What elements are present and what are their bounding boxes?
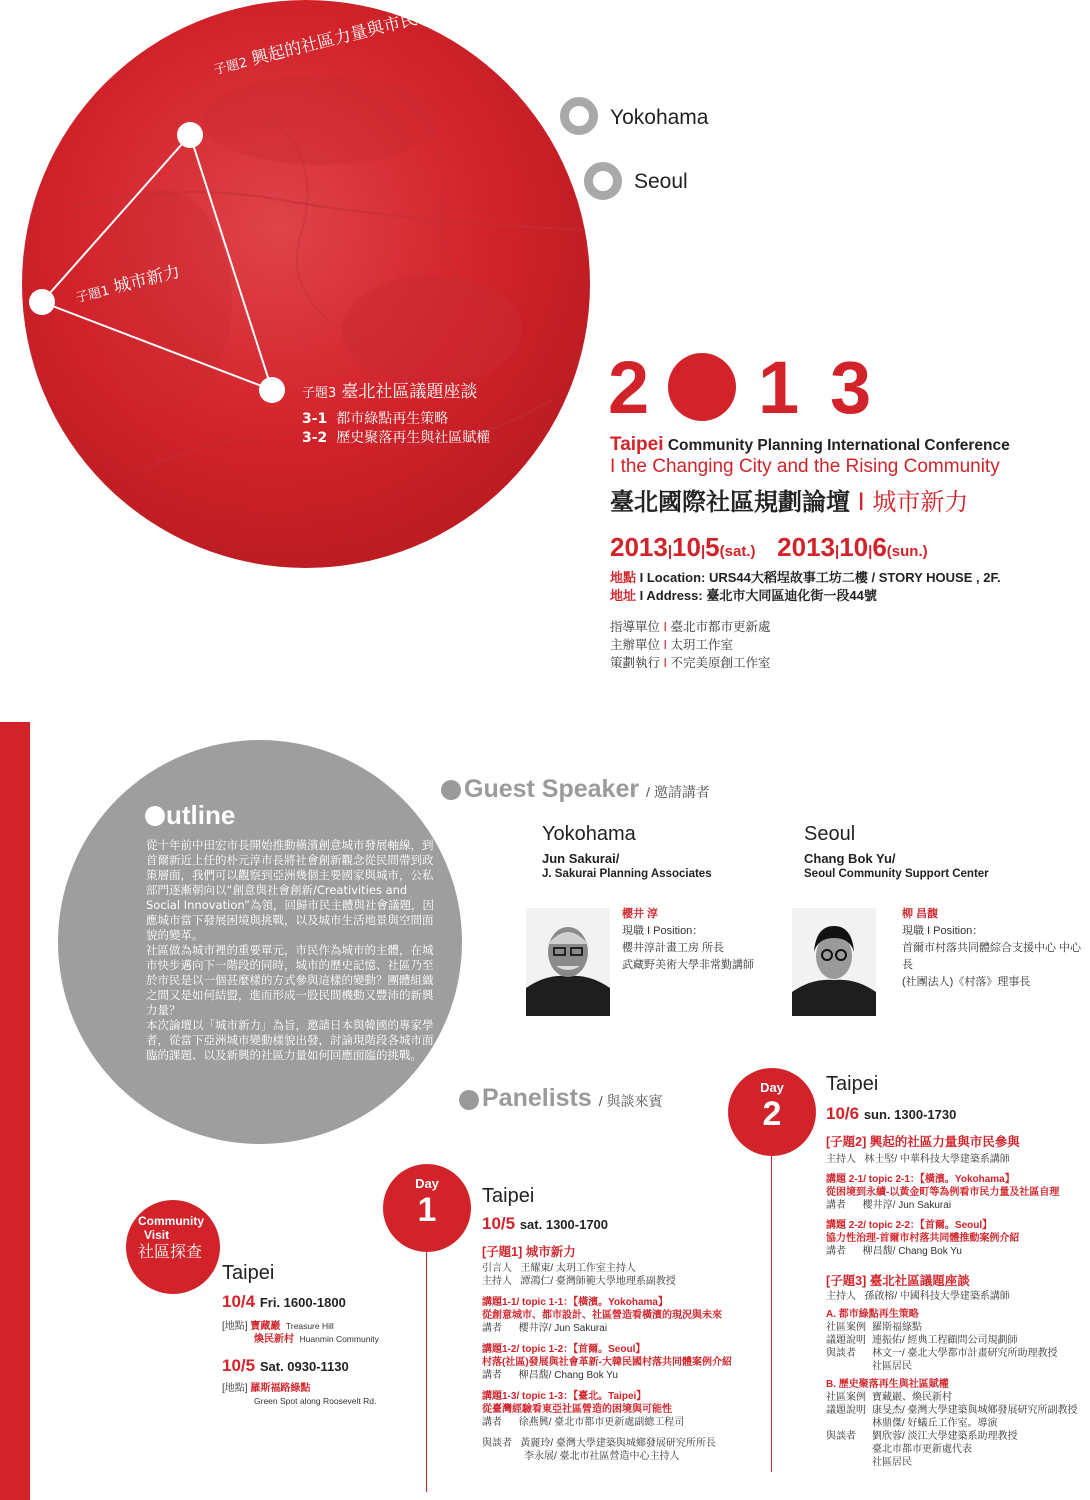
yokohama-ring-icon — [560, 97, 598, 135]
guest-dot-icon — [441, 780, 461, 800]
day2-date: 10/6 sun. 1300-1730 — [826, 1104, 957, 1123]
visit-date1: 10/4 Fri. 1600-1800 — [222, 1292, 346, 1311]
day2-timeline-line — [771, 1156, 772, 1472]
speaker1-position: 武藏野美術大學非常勤講師 — [622, 959, 754, 971]
visit-city: Taipei — [222, 1262, 275, 1284]
conference-title-en: Taipei Community Planning International Conference — [610, 434, 1010, 455]
globe-graphic — [22, 0, 590, 568]
conference-theme-en: I the Changing City and the Rising Community — [610, 456, 1000, 477]
speaker2-details — [902, 906, 1090, 991]
day2-city: Taipei — [826, 1073, 879, 1095]
topic3-label: 子題3 臺北社區議題座談 — [302, 382, 478, 402]
day1-city: Taipei — [482, 1185, 535, 1207]
visit-place1: [地點] 寶藏巖 Treasure Hill 煥民新村 Huanmin Community — [222, 1321, 379, 1345]
day1-timeline-line — [426, 1252, 427, 1492]
speaker1-city: Yokohama — [542, 823, 636, 845]
panelists-heading: Panelists / 與談來賓 — [482, 1084, 663, 1112]
speaker1-name: Jun Sakurai/ — [542, 851, 620, 866]
day2-program-a: 主持人 林士堅/ 中華科技大學建築系講師 講題 2-1/ topic 2-1：【橫濱。Yokohama】 從困境到永續-以黃金町等為例看市民力量及社區自理 講者 櫻井淳/ Jun Sakurai 講題 2-2/ topic 2-2：【首爾。Seoul】 協力性治理-首爾市村落共同體推動案例介紹 講者 柳昌馥/ Chang Bok Yu — [826, 1154, 1060, 1257]
outline-title: utline — [166, 800, 236, 830]
day1-date: 10/5 sat. 1300-1700 — [482, 1214, 609, 1233]
speaker2-photo — [792, 908, 876, 1016]
organizer-row: 策劃執行 I 不完美原創工作室 — [610, 656, 771, 670]
venue-address: 地址 I Address: 臺北市大同區迪化街一段44號 — [610, 588, 877, 603]
year-digit-2: 2 — [608, 346, 652, 429]
speaker1-position: 櫻井淳計畫工房 所長 — [622, 942, 725, 954]
panelists-dot-icon — [459, 1090, 479, 1110]
outline-o-dot-icon — [145, 806, 165, 826]
visit-place2: [地點] 羅斯福路綠點 Green Spot along Roosevelt Rd. — [222, 1383, 377, 1406]
outline-paragraph: 本次論壇以「城市新力」為旨，邀請日本與韓國的專家學者，從當下亞洲城市變動樣貌出發，討論現階段各城市面臨的課題、以及新興的社區力量如何回應面臨的挑戰。 — [146, 1018, 434, 1062]
city-seoul: Seoul — [634, 170, 688, 193]
day2-topic2: [子題2] 興起的社區力量與市民參與 — [826, 1135, 1020, 1149]
day2-topic3: [子題3] 臺北社區議題座談 — [826, 1274, 970, 1288]
year-digit-1: 1 — [758, 346, 802, 429]
speaker1-name-cn: 櫻井 淳 — [622, 908, 659, 920]
year-digit-3: 3 — [830, 346, 874, 429]
speaker2-name: Chang Bok Yu/ — [804, 851, 896, 866]
speaker1-photo — [526, 908, 610, 1016]
seoul-ring-icon — [584, 162, 622, 200]
speaker1-details — [622, 906, 754, 974]
day1-badge: Day 1 — [383, 1164, 471, 1252]
organizer-row: 主辦單位 I 太玥工作室 — [610, 638, 733, 652]
speaker1-position-label: 現職 I Position： — [622, 925, 704, 937]
left-red-bar — [0, 722, 30, 1500]
day2-badge: Day 2 — [728, 1068, 816, 1156]
speaker2-city: Seoul — [804, 823, 856, 845]
visit-date2: 10/5 Sat. 0930-1130 — [222, 1356, 349, 1375]
day1-program: 引言人 王耀東/ 太玥工作室主持人 主持人 譚鴻仁/ 臺灣師範大學地理系副教授 講題1-1/ topic 1-1：【橫濱。Yokohama】 從創意城市、都市設計、社區營造看橫濱的現況與未來 講者 櫻井淳/ Jun Sakurai 講題1-2/ topic 1-2：【首爾。Seoul】 村落(社區)發展與社會革新-大韓民國村落共同體案例介紹 講者 柳昌馥/ Chang Bok Yu 講題1-3/ topic 1-3：【臺北。Taipei】 從臺灣經驗看東亞社區營造的困境與可能性 講者 徐燕興/ 臺北市都市更新處副總工程司 與談者 黃麗玲/ 臺灣大學建築與城鄉發展研究所所長 李永展/ 臺北市社區營造中心主持人 — [482, 1263, 732, 1462]
venue-location: 地點 I Location: URS44大稻埕故事工坊二樓 / STORY HOUSE , 2F. — [610, 570, 1001, 585]
conference-title-cn: 臺北國際社區規劃論壇 I 城市新力 — [610, 488, 969, 516]
topic2-label: 子題2 興起的社區力量與市民參與 — [212, 0, 453, 79]
year-red-dot — [668, 353, 736, 421]
city-yokohama: Yokohama — [610, 106, 709, 129]
speaker2-position-label: 現職 I Position： — [902, 925, 984, 937]
speaker2-name-cn: 柳 昌馥 — [902, 908, 939, 920]
conference-dates: 2013|10|5(sat.) 2013|10|6(sun.) — [610, 532, 928, 562]
organizer-row: 指導單位 I 臺北市都市更新處 — [610, 620, 771, 634]
outline-paragraph: 從十年前中田宏市長開始推動橫濱創意城市發展軸線，到首爾新近上任的朴元淳市長將社會創新觀念從民間帶到政策層面，我們可以觀察到亞洲幾個主要國家與城市，公私部門逐漸朝向以“創意與社會創新/Creativities and Social Innovation”為領，回歸市民主體與社會議題，因應城市當下發展困境與挑戰，以及城市生活地景與空間面貌的變革。 — [146, 838, 434, 942]
topic3-subtopics: 3-1 都市綠點再生策略 3-2 歷史聚落再生與社區賦權 — [302, 411, 491, 446]
community-visit-badge-text: Community Visit 社區探查 — [138, 1214, 204, 1261]
day1-topic: [子題1] 城市新力 — [482, 1245, 576, 1259]
guest-speaker-heading: Guest Speaker / 邀請講者 — [464, 775, 710, 803]
day2-program-b: 主持人 孫啟榕/ 中國科技大學建築系講師 A. 都市綠點再生策略 社區案例 羅斯福綠點 議題說明 連振佑/ 經典工程顧問公司規劃師 與談者 林文一/ 臺北大學都市計畫研究所助理教授 社區居民 B. 歷史聚落再生與社區賦權 社區案例 寶藏巖、煥民新村 議題說明 康旻杰/ 臺灣大學建築與城鄉發展研究所副教授 林鼎傑/ 好蟻丘工作室。導演 與談者 劉欣蓉/ 淡江大學建築系助理教授 臺北市都市更新處代表 社區居民 — [826, 1291, 1078, 1468]
speaker1-org: J. Sakurai Planning Associates — [542, 868, 712, 880]
topic1-label: 子題1 城市新力 — [74, 261, 183, 307]
organizers-list — [610, 618, 770, 672]
outline-paragraph: 社區做為城市裡的重要單元，市民作為城市的主體，在城市快步邁向下一階段的同時，城市的歷史記憶、社區乃至於市民是以一個甚麼樣的方式參與這樣的變動？團體組織之間又是如何結盟，進而形成一股民間機動又豐沛的新興力量？ — [146, 943, 434, 1017]
outline-body — [146, 838, 434, 1063]
speaker2-position: 首爾市村落共同體綜合支援中心 中心長 — [902, 942, 1082, 971]
speaker2-org: Seoul Community Support Center — [804, 868, 989, 880]
speaker2-position: (社團法人)《村落》理事長 — [902, 976, 1031, 988]
